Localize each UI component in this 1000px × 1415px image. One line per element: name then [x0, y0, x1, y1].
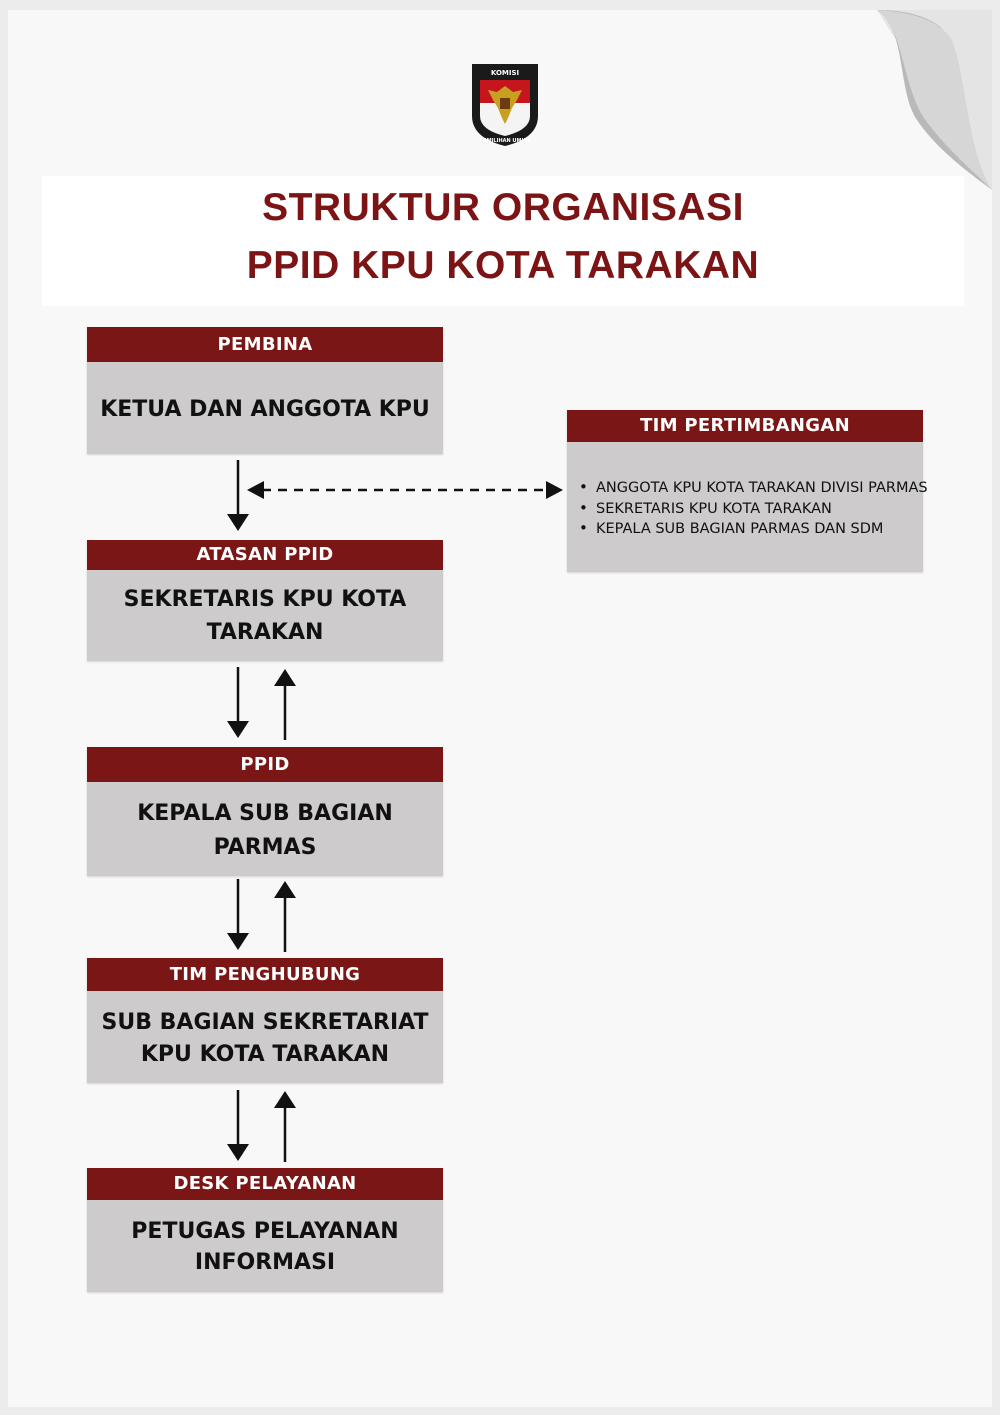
box-body-line: PARMAS [213, 835, 317, 860]
box-header: ATASAN PPID [87, 540, 443, 570]
box-header: DESK PELAYANAN [87, 1168, 443, 1200]
list-item: • ANGGOTA KPU KOTA TARAKAN DIVISI PARMAS [579, 478, 928, 499]
arrow-up-ppid-to-atasan [274, 669, 296, 740]
list-item: • KEPALA SUB BAGIAN PARMAS DAN SDM [579, 519, 928, 540]
box-header: PPID [87, 747, 443, 782]
page-title-line-2: PPID KPU KOTA TARAKAN [246, 244, 760, 287]
arrow-down-penghubung-to-desk [227, 1090, 249, 1161]
arrow-up-penghubung-to-ppid [274, 881, 296, 952]
box-body-line: PETUGAS PELAYANAN [131, 1219, 399, 1244]
box-header: PEMBINA [87, 327, 443, 362]
arrow-up-desk-to-penghubung [274, 1091, 296, 1162]
box-body-line: SUB BAGIAN SEKRETARIAT [101, 1010, 429, 1035]
page-title-line-1: STRUKTUR ORGANISASI [262, 186, 744, 229]
box-body-line: KPU KOTA TARAKAN [140, 1042, 390, 1067]
box-body-line: KETUA DAN ANGGOTA KPU [100, 397, 430, 422]
logo-top-text: KOMISI [490, 69, 520, 77]
arrow-down-atasan-to-ppid [227, 667, 249, 738]
box-body-line: INFORMASI [194, 1250, 336, 1275]
box-header: TIM PENGHUBUNG [87, 958, 443, 991]
arrow-down-pembina-to-atasan [227, 460, 249, 531]
arrow-down-ppid-to-penghubung [227, 879, 249, 950]
box-body-line: TARAKAN [206, 620, 324, 645]
list-item: • SEKRETARIS KPU KOTA TARAKAN [579, 499, 928, 520]
box-header: TIM PERTIMBANGAN [567, 410, 923, 442]
logo-bottom-text: PEMILIHAN UMUM [479, 138, 531, 144]
box-body-line: KEPALA SUB BAGIAN [137, 801, 393, 826]
dashed-link-pertimbangan [247, 481, 563, 499]
box-body-line: SEKRETARIS KPU KOTA [123, 587, 407, 612]
